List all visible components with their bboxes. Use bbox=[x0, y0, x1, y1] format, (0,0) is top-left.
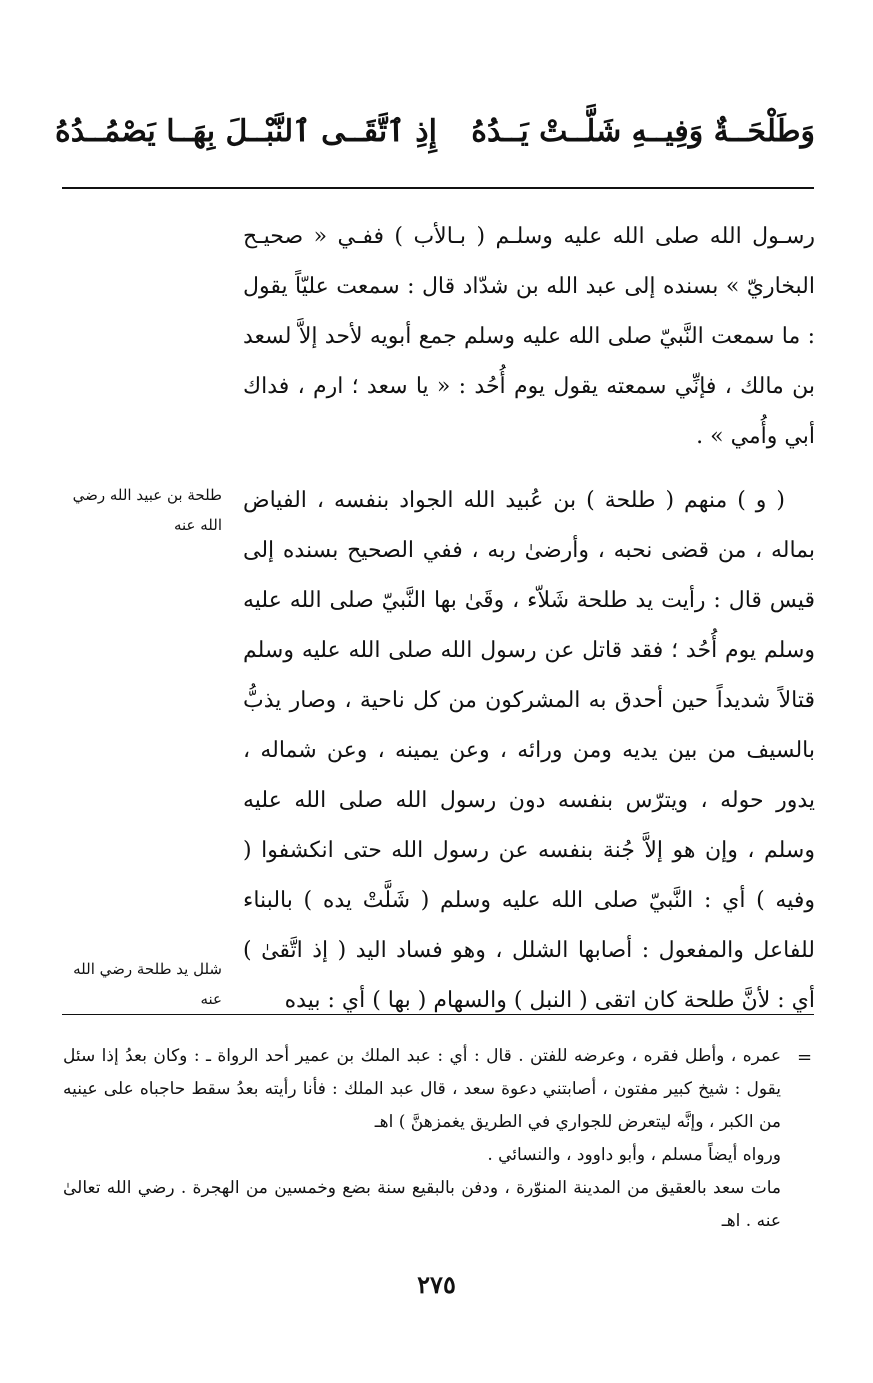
footnote-line: ورواه أيضاً مسلم ، وأبو داوود ، والنسائي . bbox=[487, 1145, 781, 1165]
footnote-line: عمره ، وأطل فقره ، وعرضه للفتن . قال : أي : عبد الملك بن عمير أحد الرواة ـ : وكان بعدُ إذا سئل يقول : شيخ كبير مفتون ، أصابتني دعوة سعد ، قال عبد الملك : فأنا رأيته بعدُ سقط حاجباه على عينيه من الكبر ، وإنَّه ليتعرض للجواري في الطريق يغمزهنَّ ) اهـ bbox=[63, 1046, 781, 1132]
footnote-line: مات سعد بالعقيق من المدينة المنوّرة ، ودفن بالبقيع سنة بضع وخمسين من الهجرة . رضي الله تعالىٰ عنه . اهـ bbox=[63, 1178, 781, 1231]
footnote-continuation-marker: = bbox=[797, 1047, 813, 1068]
page-number: ٢٧٥ bbox=[417, 1270, 456, 1299]
verse-line bbox=[55, 103, 815, 159]
verse-first-hemistich: وَطَلْحَــةٌ وَفِيــهِ شَلَّــتْ يَــدُهُ bbox=[471, 113, 815, 149]
footnote-block bbox=[63, 1040, 781, 1238]
margin-note-talha: طلحة بن عبيد الله رضي الله عنه bbox=[72, 486, 222, 534]
verse-second-hemistich: إِذِ ٱتَّقَــى ٱلنَّبْــلَ بِهَــا يَصْمُــدُهُ bbox=[55, 113, 437, 149]
paragraph-saad: رسـول الله صلى الله عليه وسلـم ( بـالأب ) ففـي « صحيـح البخاريّ » بسنده إلى عبد الله بن شدّاد قال : سمعت عليّاً يقول : ما سمعت النَّبيّ صلى الله عليه وسلم جمع أبويه لأحد إلاَّ لسعد بن مالك ، فإنِّي سمعته يقول يوم أُحُد : « يا سعد ؛ ارم ، فداك أبي وأُمي » . bbox=[243, 224, 815, 449]
header-divider bbox=[62, 187, 814, 189]
paragraph-talha: ( و ) منهم ( طلحة ) بن عُبيد الله الجواد بنفسه ، الفياض بماله ، من قضى نحبه ، وأرضىٰ ربه ، ففي الصحيح بسنده إلى قيس قال : رأيت يد طلحة شَلاّء ، وقَىٰ بها النَّبيّ صلى الله عليه وسلم يوم أُحُد ؛ فقد قاتل عن رسول الله صلى الله عليه وسلم قتالاً شديداً حين أحدق به المشركون من كل ناحية ، وصار يذبُّ بالسيف من بين يديه ومن ورائه ، وعن يمينه ، وعن شماله ، يدور حوله ، ويترّس بنفسه دون رسول الله صلى الله عليه وسلم ، وإن هو إلاَّ جُنة بنفسه عن رسول الله حتى انكشفوا ( وفيه ) أي : النَّبيّ صلى الله عليه وسلم ( شَلَّتْ يده ) بالبناء للفاعل والمفعول : أصابها الشلل ، وهو فساد اليد ( إذ اتَّقىٰ ) أي : لأنَّ طلحة كان اتقى ( النبل ) والسهام ( بها ) أي : بيده bbox=[243, 488, 815, 1013]
footnote-divider bbox=[62, 1014, 814, 1015]
margin-note-talha-hand: شلل يد طلحة رضي الله عنه bbox=[73, 960, 222, 1008]
main-commentary bbox=[243, 212, 815, 1026]
